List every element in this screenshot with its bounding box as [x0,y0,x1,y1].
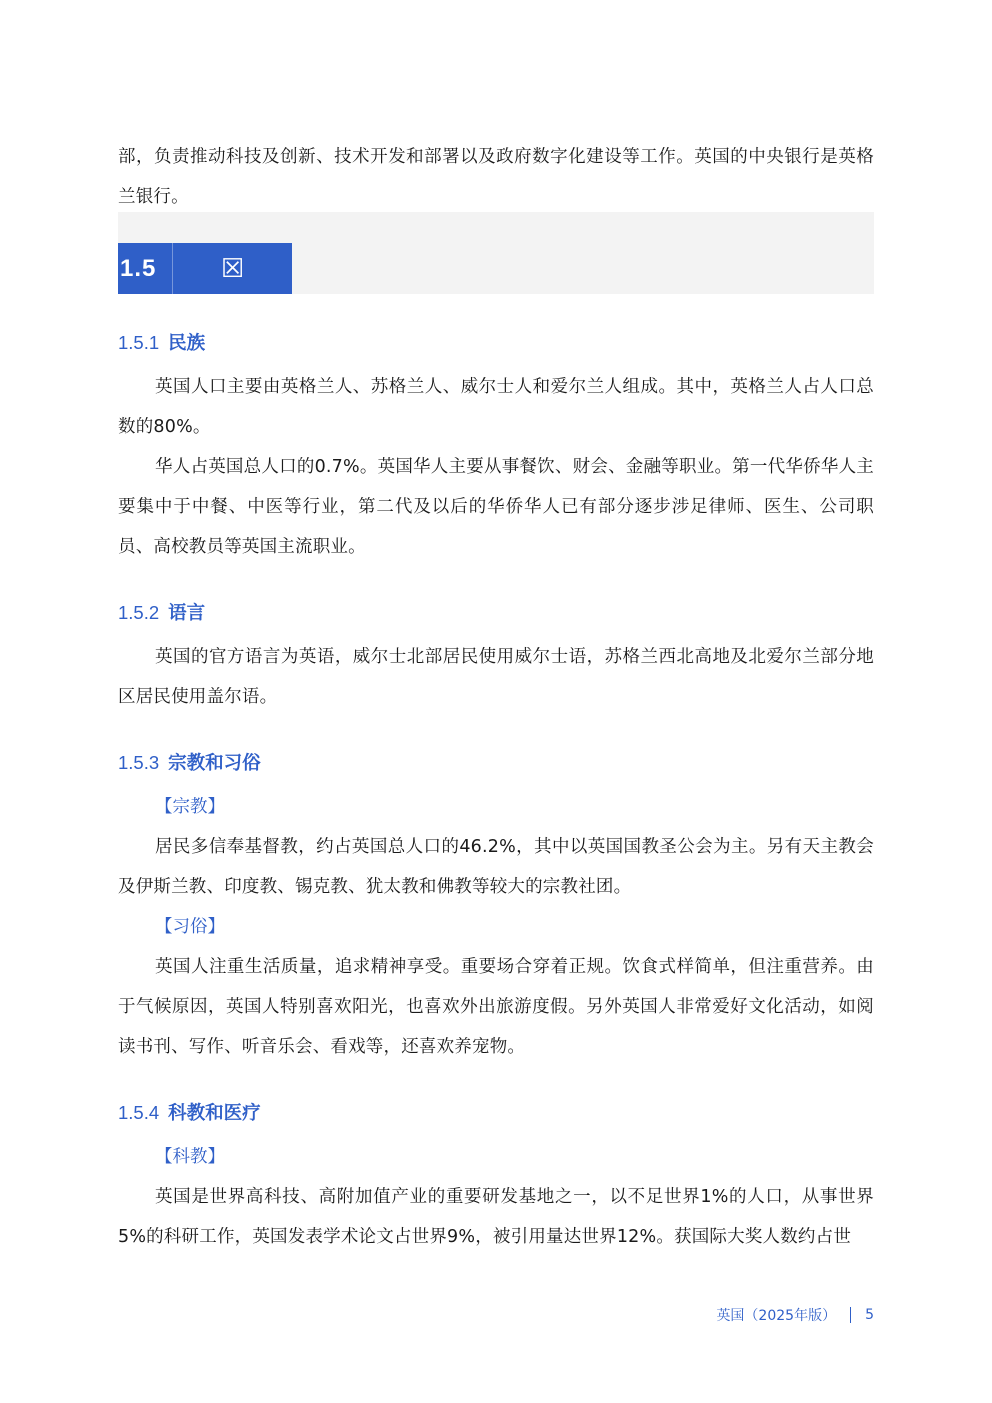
paragraph: 英国人口主要由英格兰人、苏格兰人、威尔士人和爱尔兰人组成。其中，英格兰人占人口总数的80%。 [118,377,874,437]
ethnicity-body [118,367,874,567]
subsection-heading-language [118,601,205,626]
section-title-glyph: ☒ [220,253,245,284]
subsection-number: 1.5.4 [118,1102,160,1123]
footer-separator [850,1307,851,1323]
subsection-title: 科教和医疗 [168,1103,261,1124]
paragraph: 英国是世界高科技、高附加值产业的重要研发基地之一，以不足世界1%的人口，从事世界5%的科研工作，英国发表学术论文占世界9%，被引用量达世界12%。获国际大奖人数约占世 [118,1187,874,1247]
subsection-number: 1.5.1 [118,332,160,353]
subsection-title: 语言 [168,603,206,624]
footer-document-title: 英国（2025年版） [716,1308,837,1324]
religion-customs-body [118,787,874,1067]
paragraph: 华人占英国总人口的0.7%。英国华人主要从事餐饮、财会、金融等职业。第一代华侨华人主要集中于中餐、中医等行业，第二代及以后的华侨华人已有部分逐步涉足律师、医生、公司职员、高校教员等英国主流职业。 [118,457,874,557]
intro-paragraph: 部，负责推动科技及创新、技术开发和部署以及政府数字化建设等工作。英国的中央银行是英格兰银行。 [118,147,874,207]
religion-label: 【宗教】 [155,797,225,817]
subsection-number: 1.5.3 [118,752,160,773]
subsection-title: 宗教和习俗 [168,753,261,774]
subsection-number: 1.5.2 [118,602,160,623]
section-banner [118,212,874,294]
paragraph: 居民多信奉基督教，约占英国总人口的46.2%，其中以英国国教圣公会为主。另有天主教会及伊斯兰教、印度教、锡克教、犹太教和佛教等较大的宗教社团。 [118,837,874,897]
subsection-heading-ethnicity [118,331,205,356]
paragraph: 英国人注重生活质量，追求精神享受。重要场合穿着正规。饮食式样简单，但注重营养。由于气候原因，英国人特别喜欢阳光，也喜欢外出旅游度假。另外英国人非常爱好文化活动，如阅读书刊、写作、听音乐会、看戏等，还喜欢养宠物。 [118,957,874,1057]
language-body [118,637,874,717]
subsection-heading-religion-customs [118,751,261,776]
section-number: 1.5 [120,254,157,282]
footer-page-number: 5 [865,1307,874,1323]
section-tab [118,243,292,294]
page-footer [716,1305,874,1325]
education-body [118,1137,874,1257]
paragraph: 英国的官方语言为英语，威尔士北部居民使用威尔士语，苏格兰西北高地及北爱尔兰部分地区居民使用盖尔语。 [118,647,874,707]
subsection-title: 民族 [168,333,206,354]
subsection-heading-education-medical [118,1101,261,1126]
customs-label: 【习俗】 [155,917,225,937]
education-label: 【科教】 [155,1147,225,1167]
